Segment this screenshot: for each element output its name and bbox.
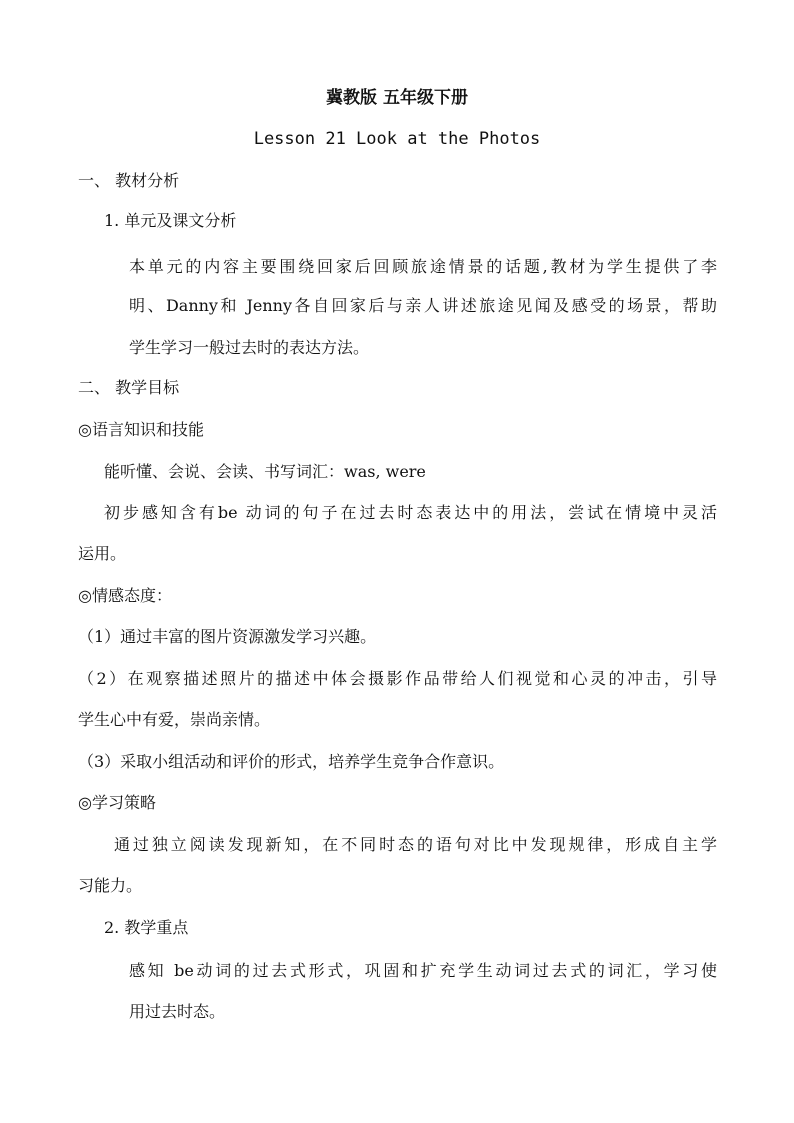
list-item: （1）通过丰富的图片资源激发学习兴趣。 bbox=[78, 627, 377, 646]
paragraph-line: 习能力。 bbox=[78, 876, 143, 895]
key-points-heading: 2. 教学重点 bbox=[104, 918, 189, 937]
paragraph-line: 通过独立阅读发现新知，在不同时态的语句对比中发现规律，形成自主学 bbox=[114, 835, 717, 854]
strategy-heading: ◎学习策略 bbox=[78, 793, 156, 812]
paragraph-line: 本单元的内容主要围绕回家后回顾旅途情景的话题,教材为学生提供了李 bbox=[129, 257, 717, 276]
paragraph-line: 学生学习一般过去时的表达方法。 bbox=[129, 338, 370, 357]
section-2-heading: 二、 教学目标 bbox=[78, 378, 180, 397]
document-title: 冀教版 五年级下册 bbox=[326, 88, 468, 108]
paragraph-line: 运用。 bbox=[78, 544, 127, 563]
list-item: （3）采取小组活动和评价的形式，培养学生竞争合作意识。 bbox=[78, 752, 505, 771]
paragraph-line: 学生心中有爱，崇尚亲情。 bbox=[78, 710, 271, 729]
paragraph-line: 用过去时态。 bbox=[129, 1002, 226, 1021]
paragraph-line: 感知 be动词的过去式形式，巩固和扩充学生动词过去式的词汇，学习使 bbox=[129, 961, 717, 980]
list-item: （2）在观察描述照片的描述中体会摄影作品带给人们视觉和心灵的冲击，引导 bbox=[78, 669, 717, 688]
vocabulary-line: 能听懂、会说、会读、书写词汇：was, were bbox=[104, 462, 426, 481]
section-1-heading: 一、 教材分析 bbox=[78, 171, 180, 190]
paragraph-line: 明、Danny和 Jenny各自回家后与亲人讲述旅途见闻及感受的场景，帮助 bbox=[129, 296, 717, 315]
lesson-title: Lesson 21 Look at the Photos bbox=[253, 129, 541, 149]
subsection-unit-analysis: 1. 单元及课文分析 bbox=[104, 211, 237, 230]
emotion-heading: ◎情感态度： bbox=[78, 586, 172, 605]
language-skills-heading: ◎语言知识和技能 bbox=[78, 420, 204, 439]
paragraph-line: 初步感知含有be 动词的句子在过去时态表达中的用法，尝试在情境中灵活 bbox=[104, 503, 717, 522]
